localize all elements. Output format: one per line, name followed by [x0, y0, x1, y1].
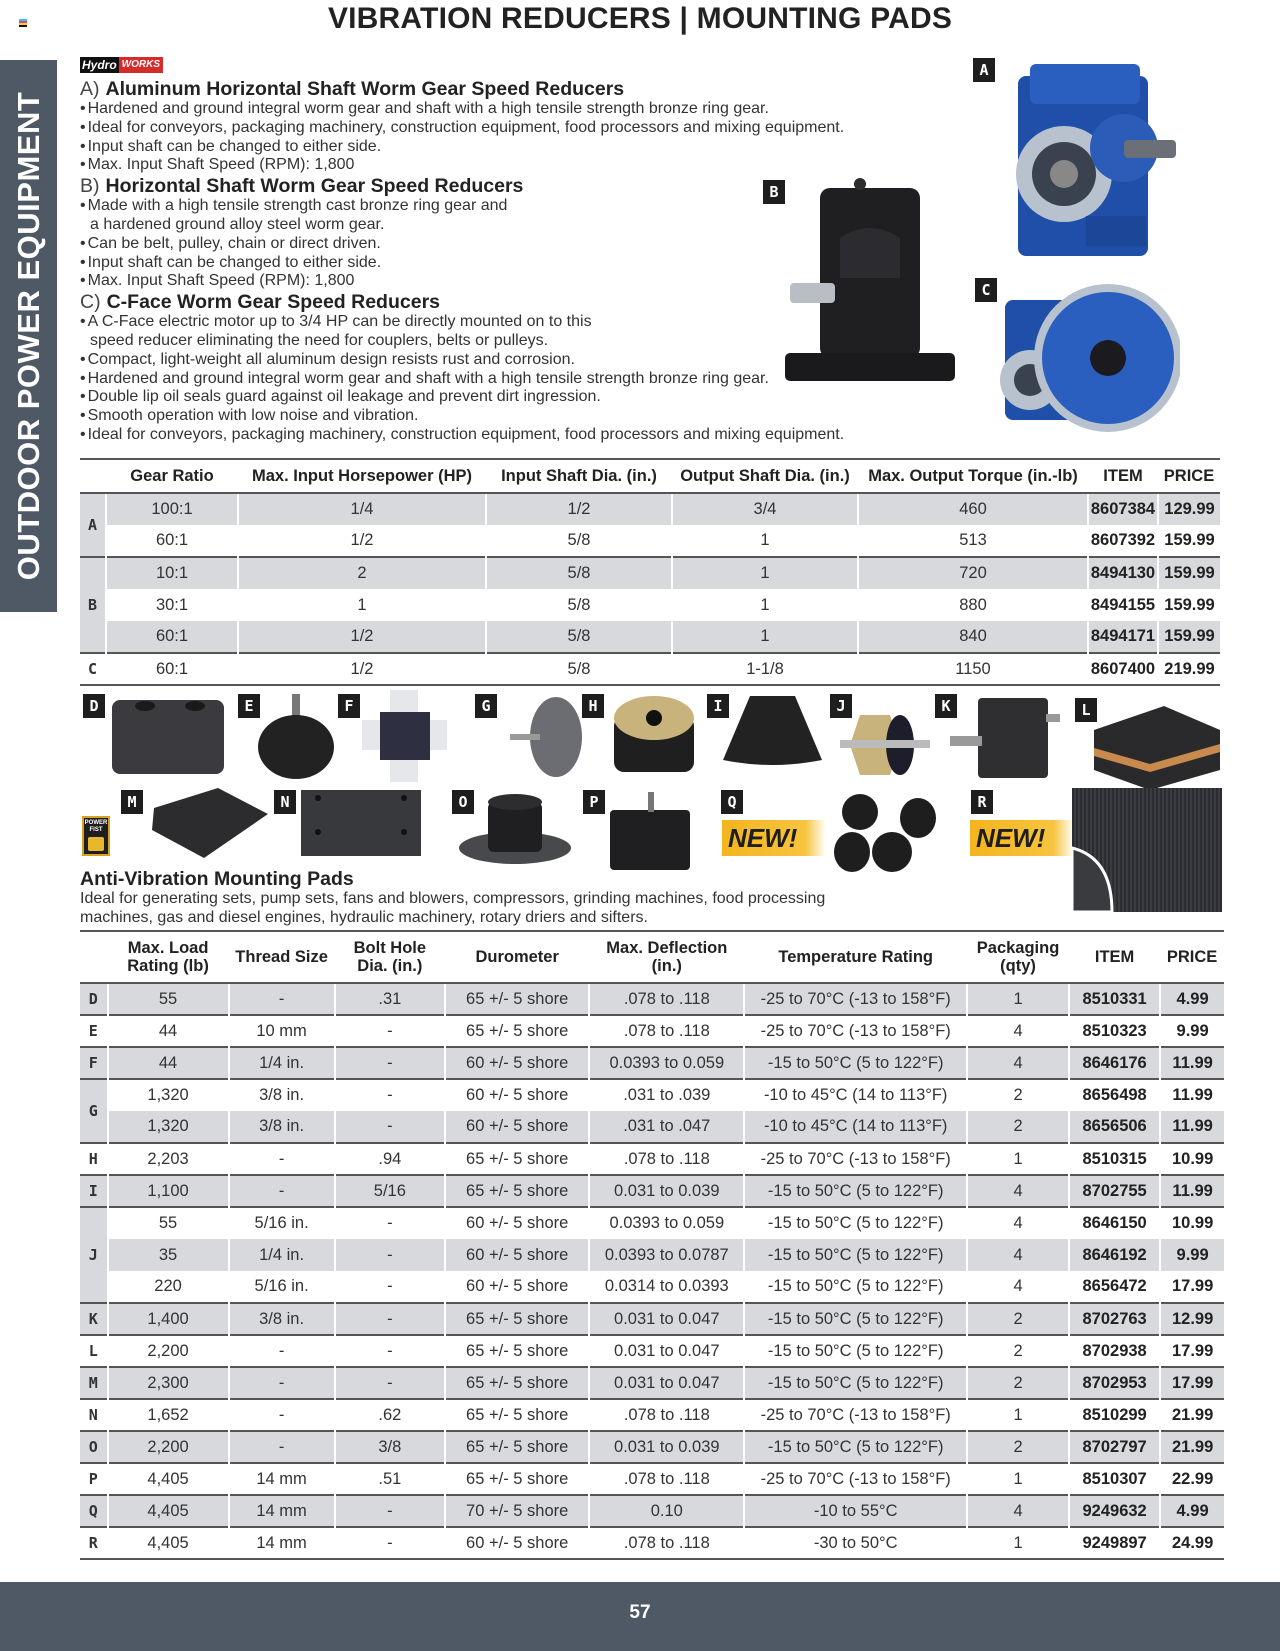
pad-f-image: [362, 690, 447, 782]
table-row: K 1,400 3/8 in. - 65 +/- 5 shore 0.031 to 0.047 -15 to 50°C (5 to 122°F) 2 8702763 12.99: [80, 1303, 1224, 1335]
section-b-title: B) Horizontal Shaft Worm Gear Speed Reducers: [80, 175, 524, 198]
product-tag-l: L: [1075, 698, 1097, 722]
col-gear-ratio: Gear Ratio: [130, 466, 214, 485]
page-footer: [0, 1582, 1280, 1651]
group-label: H: [80, 1143, 108, 1175]
pad-l-image: [1094, 700, 1220, 790]
table-row: F 44 1/4 in. - 60 +/- 5 shore 0.0393 to 0.059 -15 to 50°C (5 to 122°F) 4 8646176 11.99: [80, 1047, 1224, 1079]
group-label: F: [80, 1047, 108, 1079]
col-max-torque: Max. Output Torque (in.-lb): [868, 466, 1078, 485]
group-label: K: [80, 1303, 108, 1335]
pad-n-image: [300, 788, 422, 858]
pad-q-image: [830, 790, 940, 876]
product-tag-j: J: [830, 694, 852, 718]
table-row: 1,320 3/8 in. - 60 +/- 5 shore .031 to .047 -10 to 45°C (14 to 113°F) 2 8656506 11.99: [80, 1111, 1224, 1143]
col-price: PRICE: [1163, 466, 1215, 485]
pad-g-image: [506, 694, 586, 780]
group-label: M: [80, 1367, 108, 1399]
pad-d-image: [110, 692, 228, 776]
product-tag-g: G: [475, 694, 497, 718]
table-row: J 55 5/16 in. - 60 +/- 5 shore 0.0393 to 0.059 -15 to 50°C (5 to 122°F) 4 8646150 10.99: [80, 1207, 1224, 1239]
bullet: • Made with a high tensile strength cast bronze ring gear and: [80, 197, 940, 216]
pad-p-image: [610, 790, 700, 876]
bullet-continuation: speed reducer eliminating the need for couplers, belts or pulleys.: [90, 331, 549, 349]
section-a-title: A) Aluminum Horizontal Shaft Worm Gear Speed Reducers: [80, 78, 625, 100]
table-row: E 44 10 mm - 65 +/- 5 shore .078 to .118 -25 to 70°C (-13 to 158°F) 4 8510323 9.99: [80, 1015, 1224, 1047]
section-c-title: C) C-Face Worm Gear Speed Reducers: [80, 291, 441, 314]
table-row: 35 1/4 in. - 60 +/- 5 shore 0.0393 to 0.0787 -15 to 50°C (5 to 122°F) 4 8646192 9.99: [80, 1239, 1224, 1271]
table-row: 60:1 1/2 5/8 1 840 8494171 159.99: [80, 621, 1220, 653]
new-badge-r: NEW!: [970, 820, 1074, 856]
table-row: B 10:1 2 5/8 1 720 8494130 159.99: [80, 557, 1220, 589]
section-side-tab: [0, 60, 57, 612]
hydroworks-logo: Hydro WORKS: [80, 57, 163, 73]
page-number: 57: [629, 1602, 651, 1623]
reducer-b-image: [780, 178, 960, 388]
group-label: O: [80, 1431, 108, 1463]
product-tag-i: I: [707, 694, 729, 718]
product-tag-p: P: [583, 790, 605, 814]
pad-i-image: [720, 690, 825, 768]
col-input-shaft: Input Shaft Dia. (in.): [501, 466, 657, 485]
pad-j-image: [840, 710, 930, 780]
table-row: H 2,203 - .94 65 +/- 5 shore .078 to .118 -25 to 70°C (-13 to 158°F) 1 8510315 10.99: [80, 1143, 1224, 1175]
group-label: E: [80, 1015, 108, 1047]
product-tag-q: Q: [721, 790, 743, 814]
product-tag-o: O: [452, 790, 474, 814]
reducer-a-image: [1006, 56, 1181, 271]
group-label: D: [80, 983, 108, 1015]
table-header-row: [80, 459, 1220, 493]
col-output-shaft: Output Shaft Dia. (in.): [680, 466, 850, 485]
col-max-deflection: Max. Deflection (in.): [606, 939, 728, 975]
table-row: L 2,200 - - 65 +/- 5 shore 0.031 to 0.047 -15 to 50°C (5 to 122°F) 2 8702938 17.99: [80, 1335, 1224, 1367]
pad-h-image: [612, 692, 696, 778]
group-label: R: [80, 1527, 108, 1559]
pad-k-image: [950, 692, 1060, 784]
table-header-row: [80, 931, 1224, 983]
product-tag-b: B: [763, 180, 785, 204]
table-row: N 1,652 - .62 65 +/- 5 shore .078 to .118 -25 to 70°C (-13 to 158°F) 1 8510299 21.99: [80, 1399, 1224, 1431]
table-row: I 1,100 - 5/16 65 +/- 5 shore 0.031 to 0.039 -15 to 50°C (5 to 122°F) 4 8702755 11.99: [80, 1175, 1224, 1207]
reducer-spec-table: [80, 458, 1220, 686]
col-packaging: Packaging (qty): [976, 939, 1060, 975]
table-row: P 4,405 14 mm .51 65 +/- 5 shore .078 to .118 -25 to 70°C (-13 to 158°F) 1 8510307 22.99: [80, 1463, 1224, 1495]
side-tab-label: OUTDOOR POWER EQUIPMENT: [10, 91, 46, 581]
col-thread-size: Thread Size: [235, 948, 328, 966]
table-row: A 100:1 1/4 1/2 3/4 460 8607384 129.99: [80, 493, 1220, 525]
bullet-continuation: a hardened ground alloy steel worm gear.: [90, 215, 385, 233]
pad-e-image: [256, 692, 336, 782]
group-label: C: [80, 653, 106, 685]
product-tag-f: F: [338, 694, 360, 718]
product-tag-r: R: [971, 790, 993, 814]
group-label: J: [80, 1207, 108, 1303]
product-tag-a: A: [973, 58, 995, 82]
group-label: I: [80, 1175, 108, 1207]
table-row: Q 4,405 14 mm - 70 +/- 5 shore 0.10 -10 to 55°C 4 9249632 4.99: [80, 1495, 1224, 1527]
product-tag-n: N: [274, 790, 296, 814]
bullet: • Max. Input Shaft Speed (RPM): 1,800: [80, 156, 940, 175]
pads-section-title: Anti-Vibration Mounting Pads: [80, 868, 354, 890]
table-row: O 2,200 - 3/8 65 +/- 5 shore 0.031 to 0.039 -15 to 50°C (5 to 122°F) 2 8702797 21.99: [80, 1431, 1224, 1463]
table-row: 30:1 1 5/8 1 880 8494155 159.99: [80, 589, 1220, 621]
bullet: • Hardened and ground integral worm gear and shaft with a high tensile strength bronze ring gear.: [80, 370, 940, 389]
pad-m-image: [148, 788, 272, 858]
pads-spec-table: [80, 930, 1224, 1560]
col-max-load: Max. Load Rating (lb): [127, 939, 209, 975]
group-label: L: [80, 1335, 108, 1367]
col-durometer: Durometer: [475, 948, 559, 966]
group-label: G: [80, 1079, 108, 1143]
col-temperature: Temperature Rating: [778, 948, 933, 966]
powerfist-logo: POWER FIST: [82, 816, 110, 856]
new-badge-q: NEW!: [722, 820, 826, 856]
product-tag-m: M: [121, 790, 143, 814]
col-max-input-hp: Max. Input Horsepower (HP): [251, 466, 473, 485]
table-row: 60:1 1/2 5/8 1 513 8607392 159.99: [80, 525, 1220, 557]
product-tag-k: K: [935, 694, 957, 718]
group-label: B: [80, 557, 106, 653]
col-item: ITEM: [1103, 466, 1143, 485]
pad-r-image: [1072, 788, 1222, 912]
product-tag-d: D: [83, 694, 105, 718]
group-label: Q: [80, 1495, 108, 1527]
table-row: D 55 - .31 65 +/- 5 shore .078 to .118 -25 to 70°C (-13 to 158°F) 1 8510331 4.99: [80, 983, 1224, 1015]
bullet: • Smooth operation with low noise and vibration.: [80, 407, 940, 426]
table-row: 220 5/16 in. - 60 +/- 5 shore 0.0314 to 0.0393 -15 to 50°C (5 to 122°F) 4 8656472 17.99: [80, 1271, 1224, 1303]
bullet: • Can be belt, pulley, chain or direct driven.: [80, 235, 940, 254]
bullet: • Ideal for conveyors, packaging machinery, construction equipment, food processors and mixing equipment.: [80, 119, 940, 138]
bullet: • Input shaft can be changed to either side.: [80, 254, 940, 273]
table-row: C 60:1 1/2 5/8 1-1/8 1150 8607400 219.99: [80, 653, 1220, 685]
col-item: ITEM: [1094, 948, 1135, 966]
fist-icon: [88, 837, 104, 851]
table-row: M 2,300 - - 65 +/- 5 shore 0.031 to 0.047 -15 to 50°C (5 to 122°F) 2 8702953 17.99: [80, 1367, 1224, 1399]
col-bolt-hole: Bolt Hole Dia. (in.): [353, 939, 427, 975]
product-tag-h: H: [582, 694, 604, 718]
table-row: G 1,320 3/8 in. - 60 +/- 5 shore .031 to .039 -10 to 45°C (14 to 113°F) 2 8656498 11.99: [80, 1079, 1224, 1111]
page-title: VIBRATION REDUCERS | MOUNTING PADS: [327, 2, 953, 35]
product-tag-c: C: [975, 278, 997, 302]
bullet: • Compact, light-weight all aluminum design resists rust and corrosion.: [80, 351, 940, 370]
bullet: • Max. Input Shaft Speed (RPM): 1,800: [80, 272, 940, 291]
col-price: PRICE: [1166, 948, 1218, 966]
bullet: • Double lip oil seals guard against oil leakage and prevent dirt ingression.: [80, 388, 940, 407]
table-row: R 4,405 14 mm - 60 +/- 5 shore .078 to .118 -30 to 50°C 1 9249897 24.99: [80, 1527, 1224, 1559]
bullet: • Input shaft can be changed to either side.: [80, 138, 940, 157]
group-label: P: [80, 1463, 108, 1495]
bullet: • Ideal for conveyors, packaging machinery, construction equipment, food processors and mixing equipment.: [80, 426, 940, 445]
bullet: • Hardened and ground integral worm gear and shaft with a high tensile strength bronze ring gear.: [80, 100, 940, 119]
bullet: • A C-Face electric motor up to 3/4 HP can be directly mounted on to this: [80, 313, 940, 332]
group-label: A: [80, 493, 106, 557]
reducer-c-image: [1000, 270, 1180, 450]
product-tag-e: E: [238, 694, 260, 718]
group-label: N: [80, 1399, 108, 1431]
pads-description: Ideal for generating sets, pump sets, fans and blowers, compressors, grinding machines, food processing machines, gas and diesel engines, hydraulic machinery, rotary driers and sifters.: [80, 890, 826, 926]
pad-o-image: [458, 790, 572, 868]
